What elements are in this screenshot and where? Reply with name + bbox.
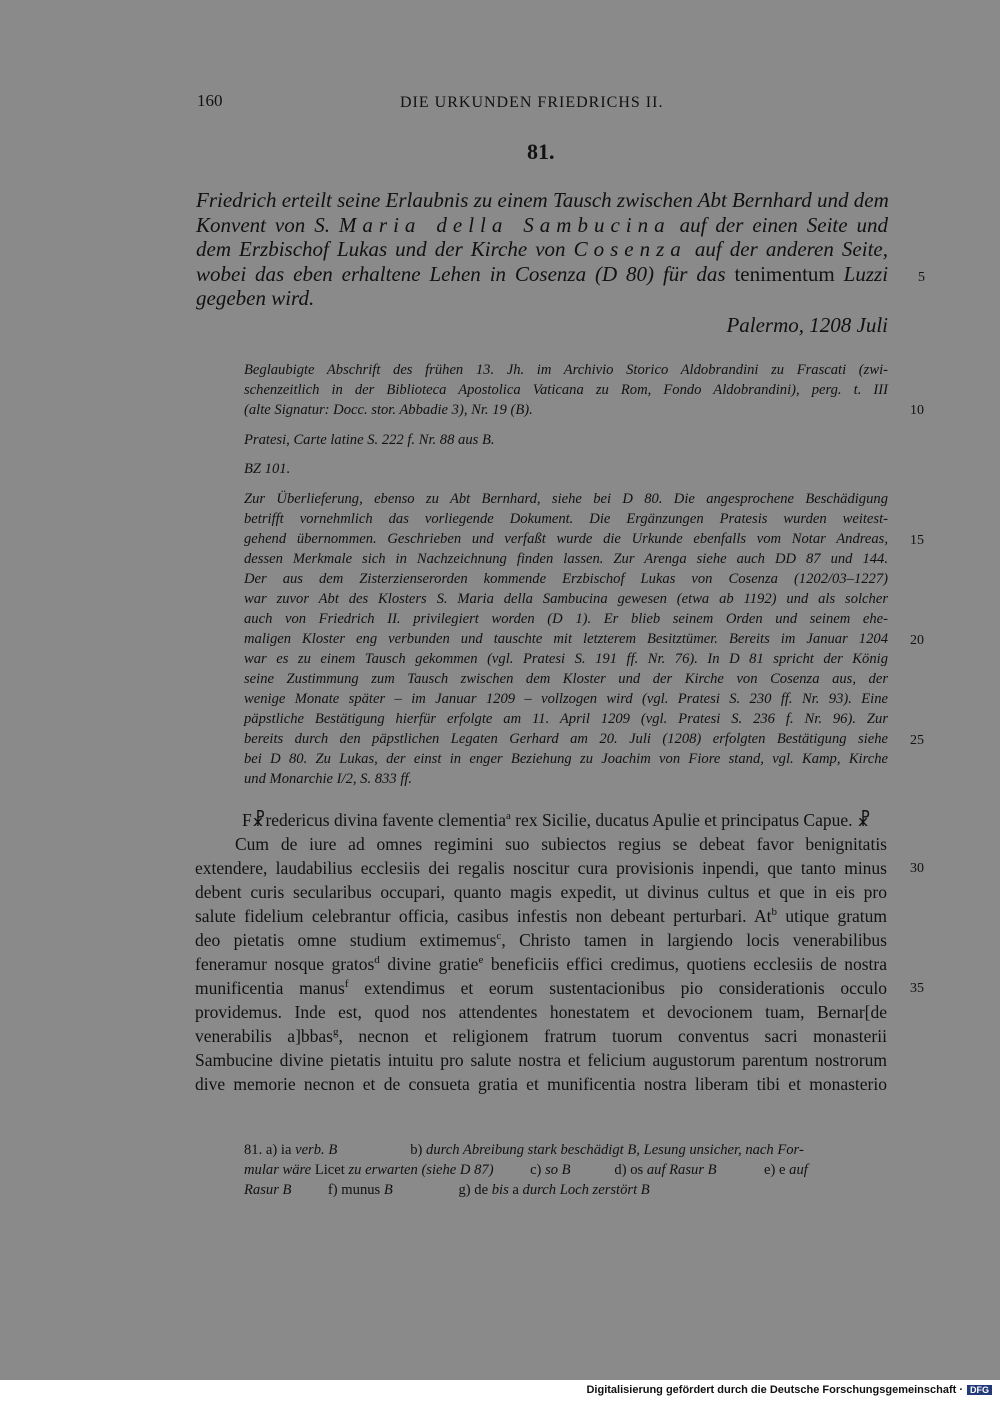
funding-footer — [586, 1384, 992, 1396]
text-line: salute fidelium celebrantur officia, casibus infestis non debeant perturbari. At$^b$ utique gratum — [195, 906, 888, 926]
commentary — [244, 489, 888, 789]
line-number: 15 — [910, 533, 924, 548]
document-number: 81. — [527, 139, 555, 164]
note-line: und Monarchie I/2, S. 833 ff. — [244, 771, 413, 787]
note-line: Zur Überlieferung, ebenso zu Abt Bernhard, siehe bei D 80. Die angesprochene Beschädigung — [244, 491, 888, 507]
apparatus-line: Rasur B f) munus B g) de bis a durch Loch zerstört B — [244, 1182, 650, 1198]
note-line: Der aus dem Zisterzienserorden kommende Erzbischof Lukas von Cosenza (1202/03–1227) — [244, 571, 888, 587]
regest-line: Konvent von S. Maria della Sambucina auf der einen Seite und — [196, 212, 889, 237]
page-number: 160 — [197, 91, 223, 110]
text-line: munificentia manus$^f$ extendimus et eorum sustentacionibus pio considerationis occulo — [195, 978, 888, 998]
line-number: 30 — [910, 861, 924, 876]
dateline: Palermo, 1208 Juli — [726, 313, 888, 337]
note-line: (alte Signatur: Docc. stor. Abbadie 3), Nr. 19 (B). — [244, 402, 533, 418]
text-line: providemus. Inde est, quod nos attendentes honestatem et devocionem tuam, Bernar[de — [195, 1002, 887, 1022]
text-line: dive memorie necnon et de consueta gratia et munificentia nostra liberam tibi et monasterio — [195, 1074, 887, 1094]
note-line: dessen Merkmale sich in Nachzeichnung finden lassen. Zur Arenga siehe auch DD 87 und 144. — [244, 551, 888, 567]
apparatus — [244, 1140, 888, 1200]
text-line: debent curis secularibus occupari, quanto magis expedit, ut divinus cultus et que in eis pro — [195, 882, 887, 902]
regest-line: Friedrich erteilt seine Erlaubnis zu einem Tausch zwischen Abt Bernhard und dem — [196, 188, 889, 212]
charter-text — [195, 808, 887, 1096]
text-line: Cum de iure ad omnes regimini suo subiectos regius se debeat favor benignitatis — [235, 834, 887, 854]
line-number: 10 — [910, 403, 924, 418]
note-line: bei D 80. Zu Lukas, der einst in enger Beziehung zu Joachim von Fiore stand, vgl. Kamp, Kirche — [244, 751, 888, 767]
text-line: venerabilis a]bbas$^g$, necnon et religionem fratrum tuorum conventus sacri monasterii — [195, 1026, 887, 1046]
text-line: deo pietatis omne studium extimemus$^c$, Christo tamen in largiendo locis venerabilibus — [195, 930, 887, 950]
text-line: feneramur nosque gratos$^d$ divine gratie$^e$ beneficiis effici credimus, quotiens ecclesiis de nostra — [195, 954, 888, 974]
note-line: bereits durch den päpstlichen Legaten Gerhard am 20. Juli (1208) erfolgten Bestätigung siehe — [244, 731, 888, 747]
regest-line: wobei das eben erhaltene Lehen in Cosenza (D 80) für das tenimentum Luzzi — [196, 261, 889, 286]
note-line: Beglaubigte Abschrift des frühen 13. Jh. im Archivio Storico Aldobrandini zu Frascati (zwi- — [244, 362, 888, 378]
note-line: seine Zustimmung zum Tausch zwischen dem Kloster und der Kirche von Cosenza aus, der — [244, 671, 888, 687]
note-line: maligen Kloster eng verbunden und tauschte mit letzterem Besitztümer. Bereits im Januar 1204 — [244, 631, 888, 647]
regest-line: dem Erzbischof Lukas und der Kirche von Cosenza auf der anderen Seite, — [196, 237, 888, 261]
note-line: päpstliche Bestätigung hierfür erfolgte am 11. April 1209 (vgl. Pratesi S. 236 f. Nr. 96). Zur — [244, 711, 888, 727]
text-line: Sambucine divine pietatis intuitu pro salute nostra et felicium augustorum parentum nostrorum — [195, 1050, 887, 1070]
text-line: extendere, laudabilius ecclesiis dei regalis noscitur cura provisionis inpendi, que tanto minus — [195, 858, 887, 878]
register-note — [244, 459, 888, 479]
note-line: auch von Friedrich II. privilegiert worden (D 1). Er blieb seinem Orden und seinem ehe- — [244, 611, 888, 627]
text-line: F☧redericus divina favente clementia$^a$ rex Sicilie, ducatus Apulie et principatus Capue. ☧ — [242, 810, 871, 830]
tradition-notes — [244, 360, 888, 420]
note-line: betrifft vornehmlich das vorliegende Dokument. Die Ergänzungen Pratesis wurden weitest- — [244, 511, 888, 527]
line-number: 35 — [910, 981, 924, 996]
line-number: 25 — [910, 733, 924, 748]
apparatus-line: 81. a) ia verb. B b) durch Abreibung stark beschädigt B, Lesung unsicher, nach For- — [244, 1142, 804, 1158]
line-number: 20 — [910, 633, 924, 648]
line-number: 5 — [918, 270, 925, 285]
regest-line: gegeben wird. — [196, 286, 315, 310]
note-line: schenzeitlich in der Biblioteca Apostolica Vaticana zu Rom, Fondo Aldobrandini), perg. t. III — [244, 382, 888, 398]
edition-note — [244, 430, 888, 450]
note-line: war zuvor Abt des Klosters S. Maria della Sambucina gewesen (etwa ab 1192) und als solcher — [244, 591, 888, 607]
regest — [196, 188, 888, 311]
running-title: DIE URKUNDEN FRIEDRICHS II. — [400, 94, 664, 111]
funding-text: Digitalisierung gefördert durch die Deutsche Forschungsgemeinschaft · — [586, 1384, 963, 1396]
note-line: Pratesi, Carte latine S. 222 f. Nr. 88 aus B. — [244, 432, 495, 448]
note-line: wenige Monate später – im Januar 1209 – vollzogen wird (vgl. Pratesi S. 230 ff. Nr. 93). Eine — [244, 691, 888, 707]
note-line: gehend übernommen. Geschrieben und verfaßt wurde die Urkunde ebenfalls vom Notar Andreas, — [244, 531, 888, 547]
apparatus-line: mular wäre Licet zu erwarten (siehe D 87) c) so B d) os auf Rasur B e) e auf — [244, 1162, 808, 1178]
dfg-logo: DFG — [967, 1385, 992, 1395]
note-line: war es zu einem Tausch gekommen (vgl. Pratesi S. 191 ff. Nr. 76). In D 81 spricht der König — [244, 651, 888, 667]
note-line: BZ 101. — [244, 461, 291, 477]
